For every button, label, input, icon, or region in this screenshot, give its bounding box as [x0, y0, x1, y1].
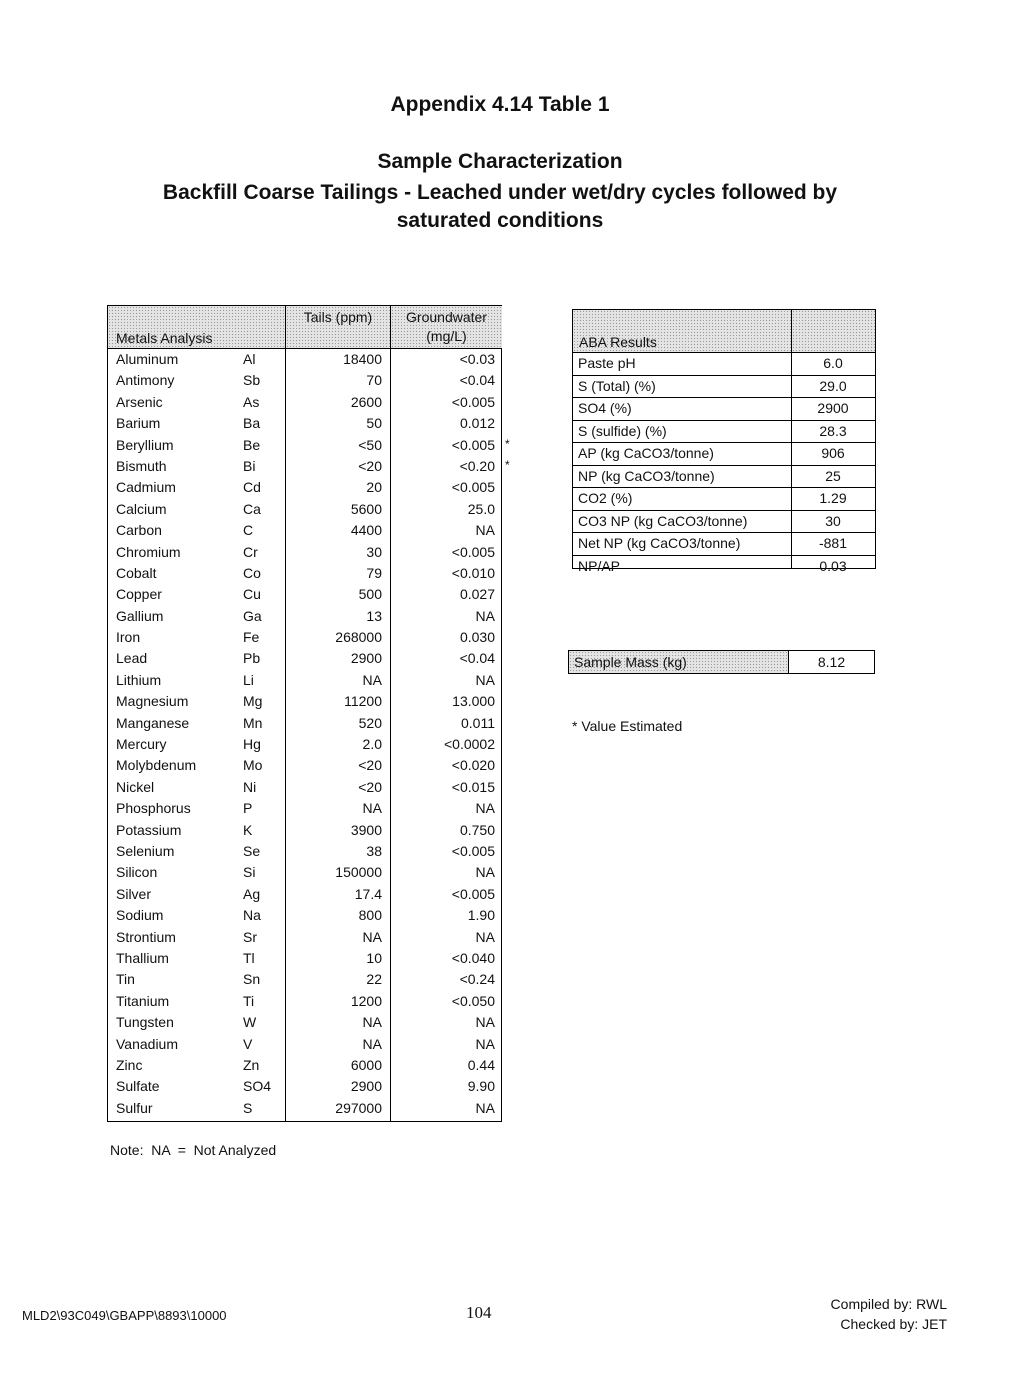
element-name: Arsenic — [116, 393, 163, 410]
metals-rows — [108, 349, 510, 1119]
element-symbol: K — [243, 821, 253, 838]
table-row — [108, 392, 501, 413]
tails-value: 2900 — [350, 650, 382, 667]
groundwater-value: <0.03 — [459, 351, 495, 367]
groundwater-value: NA — [475, 1014, 495, 1031]
element-name: Thallium — [116, 949, 169, 966]
groundwater-value: <0.005 — [451, 393, 495, 410]
table-row — [108, 841, 501, 862]
table-row — [108, 991, 501, 1012]
element-symbol: As — [243, 393, 260, 410]
tails-value: 297000 — [335, 1099, 382, 1116]
table-row — [108, 820, 501, 841]
element-symbol: Ba — [243, 415, 261, 432]
element-name: Calcium — [116, 500, 167, 517]
element-name: Lead — [116, 650, 148, 667]
groundwater-value: <0.015 — [451, 778, 495, 795]
element-name: Titanium — [116, 992, 170, 1009]
table-row — [108, 520, 501, 541]
table-row — [108, 627, 501, 648]
groundwater-value: NA — [475, 671, 495, 688]
element-symbol: Pb — [243, 650, 261, 667]
element-symbol: Tl — [243, 949, 255, 966]
groundwater-value: NA — [475, 1035, 495, 1052]
tails-value: <20 — [358, 778, 382, 795]
groundwater-value: <0.020 — [451, 757, 495, 774]
table-row — [108, 1098, 501, 1119]
aba-value: 906 — [821, 445, 845, 461]
element-name: Mercury — [116, 736, 167, 753]
tails-value: 30 — [366, 543, 382, 560]
table-row — [108, 648, 501, 669]
aba-label: Paste pH — [578, 355, 636, 371]
element-symbol: Zn — [243, 1056, 260, 1073]
aba-value: 6.0 — [823, 355, 843, 371]
table-row — [573, 488, 875, 511]
element-name: Beryllium — [116, 436, 174, 453]
groundwater-value: NA — [475, 928, 495, 945]
tails-value: 20 — [366, 479, 382, 496]
element-symbol: Be — [243, 436, 261, 453]
element-symbol: Mg — [243, 693, 263, 710]
table-row — [573, 398, 875, 421]
element-name: Cobalt — [116, 564, 157, 581]
groundwater-value: 0.012 — [459, 415, 495, 432]
table-row — [108, 456, 510, 477]
aba-label: NP/AP — [578, 557, 621, 574]
compiled-by: Compiled by: RWL — [830, 1296, 947, 1312]
element-name: Sulfur — [116, 1099, 153, 1116]
aba-value: 0.03 — [819, 557, 847, 574]
aba-value: 1.29 — [819, 490, 847, 506]
aba-rows — [573, 353, 875, 577]
table-row — [108, 542, 501, 563]
table-row — [108, 905, 501, 926]
file-path: MLD2\93C049\GBAPP\8893\10000 — [22, 1308, 227, 1323]
element-symbol: Sr — [243, 928, 257, 945]
table-row — [108, 370, 501, 391]
tails-value: NA — [362, 671, 382, 688]
element-name: Copper — [116, 586, 162, 603]
element-symbol: Al — [243, 351, 256, 367]
metals-header-cell — [108, 306, 285, 349]
groundwater-value: NA — [475, 522, 495, 539]
groundwater-value: <0.04 — [459, 650, 495, 667]
table-row — [108, 584, 501, 605]
signoff-block — [816, 1294, 947, 1334]
element-symbol: Ni — [243, 778, 257, 795]
groundwater-value: 1.90 — [467, 907, 495, 924]
element-name: Tin — [116, 971, 135, 988]
table-row — [108, 777, 501, 798]
element-name: Vanadium — [116, 1035, 179, 1052]
element-name: Tungsten — [116, 1014, 174, 1031]
element-name: Sulfate — [116, 1078, 160, 1095]
table-row — [108, 563, 501, 584]
page-description: Backfill Coarse Tailings - Leached under wet/dry cycles followed by saturated conditions — [162, 181, 838, 232]
tails-value: NA — [362, 1035, 382, 1052]
groundwater-value: <0.005 — [451, 885, 495, 902]
tails-value: 17.4 — [354, 885, 382, 902]
tails-value: 18400 — [343, 351, 382, 367]
aba-value: -881 — [818, 535, 848, 551]
tails-header-label: Tails (ppm) — [303, 309, 373, 325]
table-row — [108, 734, 501, 755]
aba-label: S (sulfide) (%) — [578, 422, 667, 439]
groundwater-value: NA — [475, 864, 495, 881]
table-row — [573, 421, 875, 444]
element-symbol: V — [243, 1035, 253, 1052]
tails-value: 3900 — [350, 821, 382, 838]
element-symbol: S — [243, 1099, 253, 1116]
tails-value: <20 — [358, 457, 382, 474]
tails-value: 1200 — [350, 992, 382, 1009]
page-title: Appendix 4.14 Table 1 — [390, 93, 610, 116]
aba-label: CO2 (%) — [578, 490, 633, 506]
element-symbol: Ag — [243, 885, 261, 902]
aba-value: 29.0 — [819, 377, 847, 394]
table-row — [108, 670, 501, 691]
groundwater-value: 0.750 — [459, 821, 495, 838]
groundwater-value: <0.0002 — [444, 736, 495, 753]
table-row — [108, 606, 501, 627]
tails-value: 4400 — [350, 522, 382, 539]
groundwater-value: <0.005 — [451, 479, 495, 496]
element-name: Phosphorus — [116, 800, 191, 817]
tails-value: 13 — [366, 607, 382, 624]
aba-label: Net NP (kg CaCO3/tonne) — [578, 535, 741, 551]
estimate-flag: * — [505, 457, 510, 472]
tails-value: 2900 — [350, 1078, 382, 1095]
table-row — [108, 1012, 501, 1033]
tails-header-cell — [285, 306, 390, 349]
tails-value: 150000 — [335, 864, 382, 881]
tails-value: NA — [362, 800, 382, 817]
sample-mass-value: 8.12 — [817, 654, 846, 670]
sample-mass-label: Sample Mass (kg) — [574, 654, 687, 670]
table-row — [108, 435, 510, 456]
tails-value: 10 — [366, 949, 382, 966]
tails-value: 2.0 — [362, 736, 382, 753]
element-symbol: Ti — [243, 992, 255, 1009]
not-analyzed-note: Note: NA = Not Analyzed — [110, 1142, 277, 1158]
groundwater-value: NA — [475, 607, 495, 624]
element-symbol: Sn — [243, 971, 261, 988]
aba-results-table — [572, 309, 876, 574]
table-row — [108, 713, 501, 734]
table-row — [108, 798, 501, 819]
element-name: Aluminum — [116, 351, 179, 367]
checked-by: Checked by: JET — [840, 1316, 947, 1332]
table-row — [108, 1034, 501, 1055]
table-row — [573, 511, 875, 534]
groundwater-value: 0.030 — [459, 629, 495, 646]
tails-value: 800 — [358, 907, 382, 924]
groundwater-header-label: Groundwater (mg/L) — [406, 309, 487, 344]
table-row — [573, 376, 875, 399]
element-symbol: Si — [243, 864, 256, 881]
element-symbol: Ca — [243, 500, 261, 517]
table-row — [573, 466, 875, 489]
groundwater-value: 0.44 — [467, 1056, 495, 1073]
value-estimated-note: * Value Estimated — [572, 718, 683, 734]
element-symbol: P — [243, 800, 253, 817]
table-row — [108, 862, 501, 883]
tails-value: 38 — [366, 842, 382, 859]
element-symbol: Fe — [243, 629, 260, 646]
table-row — [573, 533, 875, 556]
tails-value: 520 — [358, 714, 382, 731]
tails-value: 79 — [366, 564, 382, 581]
element-name: Iron — [116, 629, 141, 646]
aba-header-label: ABA Results — [579, 334, 657, 350]
element-name: Potassium — [116, 821, 182, 838]
tails-value: NA — [362, 928, 382, 945]
element-symbol: Na — [243, 907, 261, 924]
element-name: Molybdenum — [116, 757, 197, 774]
element-symbol: Li — [243, 671, 254, 688]
groundwater-value: <0.005 — [451, 842, 495, 859]
element-symbol: SO4 — [243, 1078, 272, 1095]
groundwater-value: <0.04 — [459, 372, 495, 389]
table-row — [573, 556, 875, 578]
groundwater-value: <0.005 — [451, 436, 495, 453]
table-row — [573, 443, 875, 466]
page-number: 104 — [466, 1303, 492, 1322]
table-row — [108, 691, 501, 712]
tails-value: 5600 — [350, 500, 382, 517]
element-symbol: C — [243, 522, 254, 539]
tails-value: 11200 — [344, 693, 382, 710]
element-name: Silicon — [116, 864, 158, 881]
tails-value: 22 — [366, 971, 382, 988]
table-row — [108, 1076, 501, 1097]
table-row — [108, 1055, 501, 1076]
element-symbol: Mo — [243, 757, 263, 774]
element-name: Silver — [116, 885, 152, 902]
element-name: Zinc — [116, 1056, 143, 1073]
element-name: Magnesium — [116, 693, 189, 710]
element-symbol: Cu — [243, 586, 261, 603]
element-symbol: Mn — [243, 714, 263, 731]
groundwater-value: 0.011 — [461, 714, 495, 731]
aba-value: 2900 — [817, 400, 849, 416]
aba-label: SO4 (%) — [578, 400, 632, 416]
tails-value: <20 — [358, 757, 382, 774]
groundwater-value: <0.005 — [451, 543, 495, 560]
metals-analysis-table — [107, 305, 510, 1122]
table-row — [108, 755, 501, 776]
groundwater-value: <0.040 — [451, 949, 495, 966]
element-name: Antimony — [116, 372, 175, 389]
aba-label: CO3 NP (kg CaCO3/tonne) — [578, 512, 748, 529]
aba-value: 25 — [825, 467, 841, 484]
element-name: Bismuth — [116, 457, 167, 474]
element-symbol: Cr — [243, 543, 258, 560]
element-symbol: W — [243, 1014, 257, 1031]
metals-header-label: Metals Analysis — [116, 330, 213, 346]
groundwater-header-cell — [390, 306, 502, 349]
element-symbol: Se — [243, 842, 261, 859]
aba-label: NP (kg CaCO3/tonne) — [578, 467, 715, 484]
groundwater-value: 0.027 — [459, 586, 495, 603]
aba-label: AP (kg CaCO3/tonne) — [578, 445, 714, 461]
table-row — [108, 969, 501, 990]
aba-label: S (Total) (%) — [578, 377, 656, 394]
table-row — [108, 349, 501, 370]
element-name: Cadmium — [116, 479, 176, 496]
tails-value: 70 — [366, 372, 382, 389]
groundwater-value: 9.90 — [467, 1078, 495, 1095]
groundwater-value: NA — [475, 800, 495, 817]
groundwater-value: <0.050 — [451, 992, 495, 1009]
groundwater-value: 13.000 — [452, 693, 495, 710]
aba-header-cell — [573, 310, 875, 353]
table-row — [108, 927, 501, 948]
element-name: Lithium — [116, 671, 162, 688]
table-row — [108, 884, 501, 905]
groundwater-value: <0.24 — [459, 971, 495, 988]
table-row — [108, 948, 501, 969]
element-name: Chromium — [116, 543, 181, 560]
tails-value: 6000 — [350, 1056, 382, 1073]
tails-value: 268000 — [335, 629, 382, 646]
element-name: Manganese — [116, 714, 190, 731]
element-symbol: Co — [243, 564, 261, 581]
table-row — [573, 353, 875, 376]
element-symbol: Hg — [243, 736, 261, 753]
tails-value: 2600 — [350, 393, 382, 410]
element-name: Sodium — [116, 907, 164, 924]
tails-value: 500 — [358, 586, 382, 603]
aba-value: 28.3 — [819, 422, 847, 439]
element-name: Selenium — [116, 842, 175, 859]
aba-value: 30 — [825, 512, 841, 529]
page-subtitle: Sample Characterization — [377, 150, 623, 173]
element-symbol: Cd — [243, 479, 261, 496]
sample-mass-box — [568, 650, 875, 674]
element-symbol: Bi — [243, 457, 256, 474]
groundwater-value: NA — [475, 1099, 495, 1116]
tails-value: <50 — [358, 436, 382, 453]
element-symbol: Sb — [243, 372, 261, 389]
sample-mass-label-cell — [569, 651, 789, 673]
tails-value: NA — [362, 1014, 382, 1031]
table-row — [108, 477, 501, 498]
tails-value: 50 — [366, 415, 382, 432]
element-name: Nickel — [116, 778, 155, 795]
element-name: Strontium — [116, 928, 176, 945]
groundwater-value: 25.0 — [467, 500, 495, 517]
table-row — [108, 413, 501, 434]
element-name: Barium — [116, 415, 161, 432]
groundwater-value: <0.20 — [459, 457, 495, 474]
estimate-flag: * — [505, 436, 510, 451]
table-row — [108, 499, 501, 520]
element-symbol: Ga — [243, 607, 262, 624]
element-name: Carbon — [116, 522, 162, 539]
groundwater-value: <0.010 — [451, 564, 495, 581]
element-name: Gallium — [116, 607, 164, 624]
